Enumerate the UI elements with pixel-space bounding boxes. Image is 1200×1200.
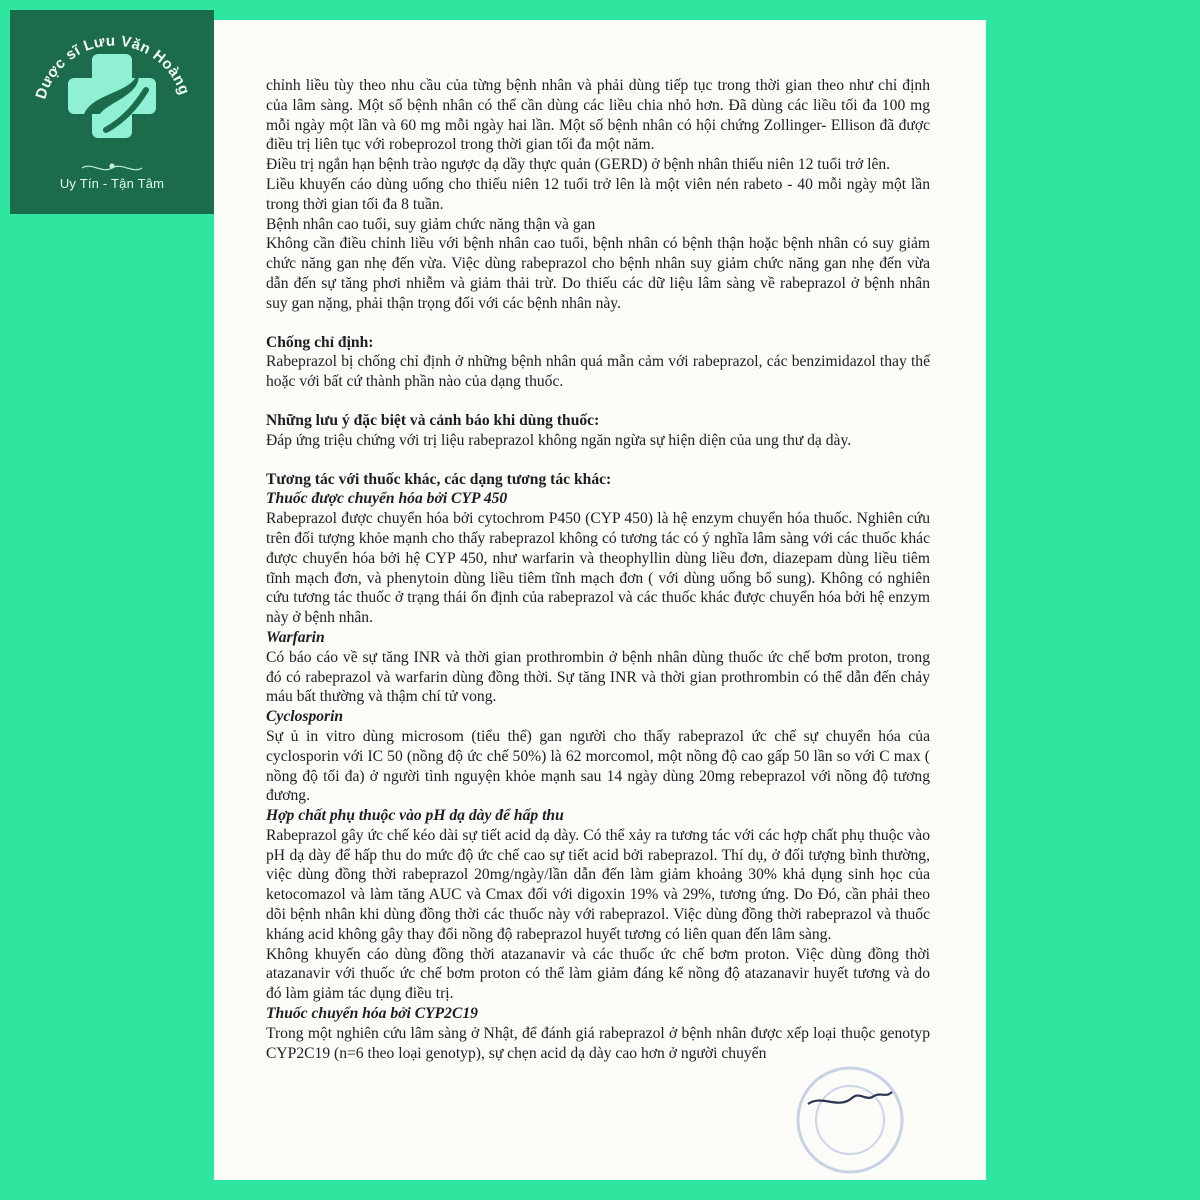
document-body bbox=[266, 76, 930, 1063]
paragraph: Liều khuyến cáo dùng uống cho thiếu niên 12 tuổi trở lên là một viên nén rabeto - 40 mỗi ngày một lần trong thời gian tối đa 8 tuần. bbox=[266, 175, 930, 213]
paragraph: Đáp ứng triệu chứng với trị liệu rabeprazol không ngăn ngừa sự hiện diện của ung thư dạ dày. bbox=[266, 431, 852, 449]
paragraph: Trong một nghiên cứu lâm sàng ở Nhật, để đánh giá rabeprazol ở bệnh nhân được xếp loại thuộc genotyp CYP2C19 (n=6 theo loại genotyp), sự chẹn acid dạ dày cao hơn ở người chuyển bbox=[266, 1024, 930, 1062]
paragraph-gap bbox=[266, 314, 930, 333]
paragraph-gap bbox=[266, 392, 930, 411]
paragraph: Sự ủ in vitro dùng microsom (tiểu thể) gan người cho thấy rabeprazol ức chế sự chuyển hóa của cyclosporin với IC 50 (nồng độ ức chế 50%) là 62 morcomol, một nồng độ cao gấp 50 lần so với C max ( nồng độ tối đa) ở người tình nguyện khỏe mạnh sau 14 ngày dùng 20mg rebeprazol với nồng độ tương đương. bbox=[266, 727, 930, 805]
section-heading: Tương tác với thuốc khác, các dạng tương tác khác: bbox=[266, 470, 612, 488]
medical-cross-pill-icon bbox=[68, 54, 156, 138]
paragraph: chỉnh liều tùy theo nhu cầu của từng bệnh nhân và phải dùng tiếp tục trong thời gian theo như chỉ định của lâm sàng. Một số bệnh nhân có thể cần dùng các liều chia nhỏ hơn. Đã dùng các liều tối đa 100 mg mỗi ngày một lần và 60 mg mỗi ngày hai lần. Một số bệnh nhân có hội chứng Zollinger- Ellison đã được điều trị liên tục với robeprozol trong thời gian tối đa một năm. bbox=[266, 77, 930, 154]
paragraph: Rabeprazol gây ức chế kéo dài sự tiết acid dạ dày. Có thể xảy ra tương tác với các hợp chất phụ thuộc vào pH dạ dày để hấp thu do mức độ ức chế cao sự tiết acid bởi rabeprazol. Thí dụ, ở đối tượng bình thường, việc dùng đồng thời rabeprazol 20mg/ngày/lần dẫn đến làm giảm khoảng 30% khả dụng sinh học của ketocomazol và làm tăng AUC và Cmax đối với digoxin 19% và 29%, tương ứng. Do Đó, cần phải theo dõi bệnh nhân khi dùng đồng thời các thuốc này với rabeprazol. Việc dùng đồng thời rabeprazol và thuốc kháng acid không gây thay đổi nồng độ rabeprazol huyết tương có liên quan đến lâm sàng. bbox=[266, 826, 930, 943]
paragraph-gap bbox=[266, 451, 930, 470]
paragraph: Có báo cáo về sự tăng INR và thời gian prothrombin ở bệnh nhân dùng thuốc ức chế bơm proton, trong đó có rabeprazol và warfarin dùng đồng thời. Sự tăng INR và thời gian prothrombin có thể dẫn đến chảy máu bất thường và thậm chí tử vong. bbox=[266, 648, 930, 706]
brand-tagline: Uy Tín - Tận Tâm bbox=[59, 176, 165, 191]
brand-name: Dược sĩ Lưu Văn Hoàng bbox=[32, 32, 193, 102]
subsection-heading: Hợp chất phụ thuộc vào pH dạ dày để hấp thu bbox=[266, 807, 564, 825]
paragraph: Bệnh nhân cao tuổi, suy giảm chức năng thận và gan bbox=[266, 215, 596, 233]
subsection-heading: Cyclosporin bbox=[266, 708, 344, 726]
subsection-heading: Thuốc được chuyển hóa bởi CYP 450 bbox=[266, 490, 508, 508]
paragraph: Điều trị ngắn hạn bệnh trào ngược dạ dầy thực quản (GERD) ở bệnh nhân thiếu niên 12 tuổi trở lên. bbox=[266, 156, 891, 174]
official-stamp bbox=[790, 1060, 910, 1180]
subsection-heading: Thuốc chuyển hóa bởi CYP2C19 bbox=[266, 1005, 478, 1023]
paragraph: Rabeprazol được chuyển hóa bởi cytochrom P450 (CYP 450) là hệ enzym chuyển hóa thuốc. Nghiên cứu trên đối tượng khỏe mạnh cho thấy rabeprazol không có tương tác có ý nghĩa lâm sàng với các thuốc khác được chuyển hóa bởi hệ CYP 450, như warfarin và theophyllin dùng liều đơn, diazepam dùng liều tiêm tĩnh mạch đơn, và phenytoin dùng liều tiêm tĩnh mạch đơn ( với dùng uống bổ sung). Không có nghiên cứu tương tác thuốc ở trạng thái ổn định của rabeprazol và các thuốc khác được chuyển hóa bởi hệ enzym này ở bệnh nhân. bbox=[266, 510, 930, 627]
ornament-divider bbox=[82, 164, 142, 170]
document-page bbox=[214, 20, 986, 1180]
section-heading: Chống chỉ định: bbox=[266, 333, 374, 351]
section-heading: Những lưu ý đặc biệt và cảnh báo khi dùng thuốc: bbox=[266, 411, 600, 429]
paragraph: Rabeprazol bị chống chỉ định ở những bệnh nhân quá mẫn cảm với rabeprazol, các benzimidazol thay thế hoặc với bất cứ thành phần nào của dạng thuốc. bbox=[266, 353, 930, 391]
paragraph: Không cần điều chỉnh liều với bệnh nhân cao tuổi, bệnh nhân có bệnh thận hoặc bệnh nhân có suy giảm chức năng gan nhẹ đến vừa. Việc dùng rabeprazol cho bệnh nhân suy giảm chức năng gan nhẹ đến vừa dẫn đến sự tăng phơi nhiễm và giảm thải trừ. Do thiếu các dữ liệu lâm sàng về rabeprazol ở bệnh nhân suy gan nặng, phải thận trọng đối với các bệnh nhân này. bbox=[266, 235, 930, 312]
brand-logo bbox=[10, 10, 214, 214]
subsection-heading: Warfarin bbox=[266, 628, 325, 646]
paragraph: Không khuyến cáo dùng đồng thời atazanavir và các thuốc ức chế bơm proton. Việc dùng đồng thời atazanavir với thuốc ức chế bơm proton có thể làm giảm đáng kể nồng độ atazanavir huyết tương và do đó làm giảm tác dụng điều trị. bbox=[266, 945, 930, 1003]
